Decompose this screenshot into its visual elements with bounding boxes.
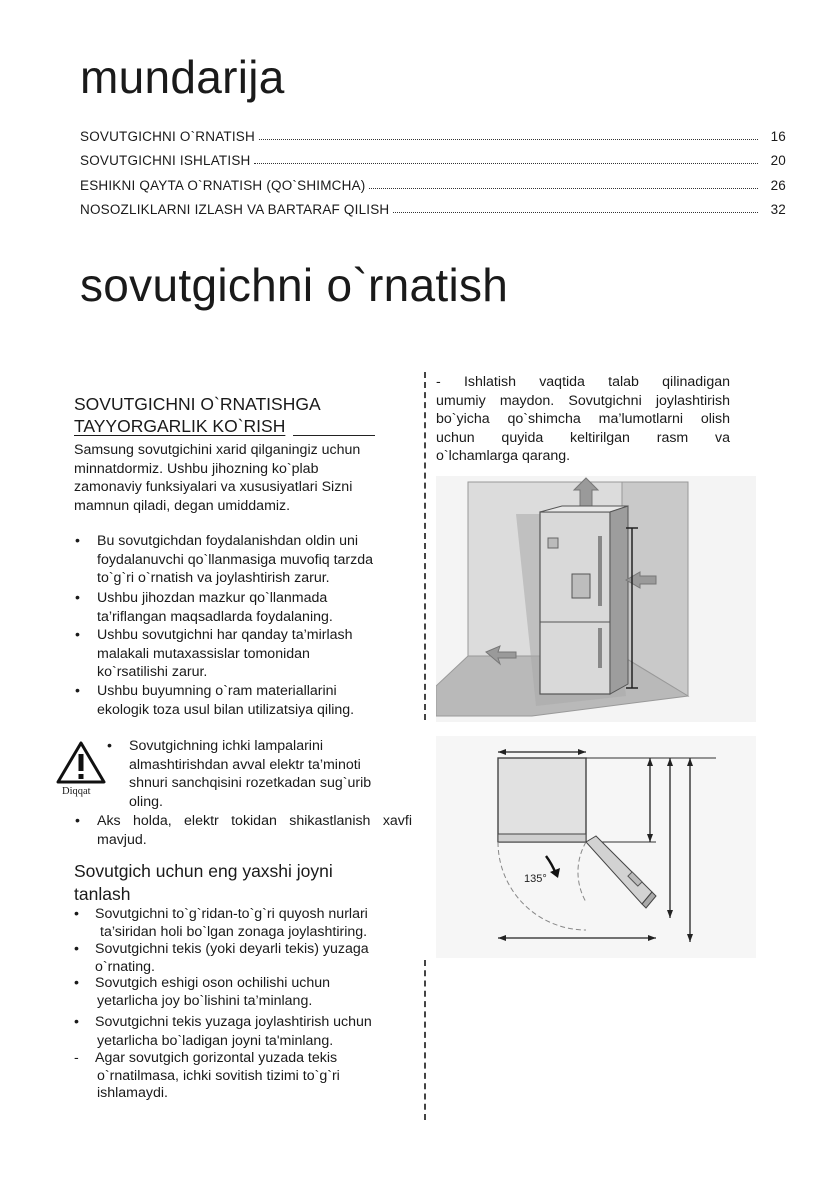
bullet-icon: • <box>75 683 80 699</box>
list-item <box>74 1050 340 1103</box>
list-item <box>75 626 353 682</box>
place-heading <box>74 860 333 906</box>
prep-heading <box>74 393 375 437</box>
text-line: - Ishlatish vaqtida talab qilinadigan <box>436 374 730 390</box>
text-line: oling. <box>129 793 163 810</box>
text-line: Ushbu sovutgichni har qanday ta’mirlash <box>97 627 353 643</box>
warning-item <box>75 812 412 849</box>
fridge-placement-illustration <box>436 476 756 722</box>
text-line: yetarlicha bo`ladigan joyni ta'minlang. <box>97 1032 334 1049</box>
toc-leader <box>369 188 758 189</box>
angle-label: 135° <box>524 873 547 885</box>
list-item <box>75 682 355 719</box>
toc-entry[interactable] <box>80 124 786 144</box>
text-line: o`rnatilmasa, ichki sovitish tizimi to`g`ri <box>97 1067 340 1084</box>
text-line: Sovutgichni tekis (yoki deyarli tekis) yuzaga <box>95 941 369 957</box>
heading-line: Sovutgich uchun eng yaxshi joyni <box>74 861 333 881</box>
text-line: Ushbu buyumning o`ram materiallarini <box>97 683 337 699</box>
text-line: ta’riflangan maqsadlarda foydalaning. <box>97 608 333 625</box>
bullet-icon: • <box>75 533 80 549</box>
column-divider <box>424 372 426 720</box>
heading-rule <box>293 435 375 436</box>
text-line: shnuri sanchqisini rozetkadan sug`urib <box>129 775 372 792</box>
bullet-icon: • <box>75 813 80 829</box>
toc-entry-page: 20 <box>770 153 786 168</box>
space-paragraph <box>436 373 730 466</box>
list-item <box>74 975 331 1010</box>
text-line: o`lchamlarga qarang. <box>436 448 571 465</box>
list-item <box>74 1013 372 1050</box>
warning-item <box>107 737 372 811</box>
text-line: Ushbu jihozdan mazkur qo`llanmada <box>97 590 328 606</box>
bullet-icon: • <box>107 738 112 754</box>
text-line: foydalanuvchi qo`llanmasiga muvofiq tarzda <box>97 551 374 568</box>
text-line: mavjud. <box>97 831 147 848</box>
text-line: Samsung sovutgichini xarid qilganingiz uchun <box>74 442 361 458</box>
text-line: umumiy maydon. Sovutgichni joylashtirish <box>436 392 730 409</box>
toc-entry[interactable] <box>80 173 786 193</box>
prep-heading-line: TAYYORGARLIK KO`RISH <box>74 416 286 436</box>
text-line: ekologik toza usul bilan utilizatsiya qiling. <box>97 701 355 718</box>
toc-entry-label: NOSOZLIKLARNI IZLASH VA BARTARAF QILISH <box>80 202 390 217</box>
text-line: Aks holda, elektr tokidan shikastlanish xavfi <box>97 813 412 829</box>
toc-entry-page: 26 <box>770 178 786 193</box>
bullet-icon: • <box>75 590 80 606</box>
toc-entry-page: 16 <box>770 129 786 144</box>
text-line: mamnun qiladi, degan umiddamiz. <box>74 497 291 514</box>
toc-entry-label: SOVUTGICHNI ISHLATISH <box>80 153 251 168</box>
text-line: to`g`ri o`rnatish va joylashtirish zarur. <box>97 570 330 587</box>
text-line: yetarlicha joy bo`lishini ta’minlang. <box>97 992 313 1009</box>
toc-leader <box>259 139 758 140</box>
toc-entry[interactable] <box>80 197 786 217</box>
bullet-icon: • <box>74 1014 79 1030</box>
toc-entry[interactable] <box>80 148 786 168</box>
toc-title: mundarija <box>80 51 285 103</box>
list-item <box>74 906 368 941</box>
toc-entry-label: SOVUTGICHNI O`RNATISH <box>80 129 255 144</box>
list-item <box>74 941 369 976</box>
toc-leader <box>393 212 758 213</box>
warning-icon <box>55 740 107 786</box>
text-line: ishlamaydi. <box>97 1085 168 1101</box>
text-line: uchun quyida keltirilgan rasm va <box>436 429 730 446</box>
toc-leader <box>254 163 758 164</box>
text-line: ta’siridan holi bo`lgan zonaga joylashtiring. <box>100 923 368 940</box>
list-item <box>75 532 374 588</box>
text-line: bo`yicha qo`shimcha ma’lumotlarni olish <box>436 411 730 428</box>
text-line: Agar sovutgich gorizontal yuzada tekis <box>95 1050 338 1066</box>
text-line: minnatdormiz. Ushbu jihozning ko`plab <box>74 460 319 477</box>
toc-entry-label: ESHIKNI QAYTA O`RNATISH (QO`SHIMCHA) <box>80 178 366 193</box>
text-line: zamonaviy funksiyalari va xususiyatlari Sizni <box>74 479 353 496</box>
column-divider <box>424 960 426 1120</box>
bullet-icon: • <box>74 975 79 991</box>
warning-label: Diqqat <box>62 786 91 797</box>
text-line: Bu sovutgichdan foydalanishdan oldin uni <box>97 533 359 549</box>
dash-icon: - <box>74 1050 79 1066</box>
bullet-icon: • <box>74 906 79 922</box>
intro-paragraph <box>74 441 360 515</box>
toc-entry-page: 32 <box>770 202 786 217</box>
text-line: ko`rsatilishi zarur. <box>97 664 208 681</box>
heading-line: tanlash <box>74 884 131 904</box>
text-line: malakali mutaxassislar tomonidan <box>97 645 310 662</box>
text-line: Sovutgichni to`g`ridan-to`g`ri quyosh nurlari <box>95 906 368 922</box>
text-line: almashtirishdan avval elektr ta’minoti <box>129 756 361 773</box>
door-clearance-diagram <box>436 736 756 958</box>
prep-heading-line: SOVUTGICHNI O`RNATISHGA <box>74 394 321 414</box>
text-line: Sovutgich eshigi oson ochilishi uchun <box>95 975 331 991</box>
bullet-icon: • <box>75 627 80 643</box>
list-item <box>75 589 333 626</box>
section-title: sovutgichni o`rnatish <box>80 259 509 311</box>
text-line: Sovutgichning ichki lampalarini <box>129 738 323 754</box>
text-line: o`rnating. <box>95 958 155 975</box>
text-line: Sovutgichni tekis yuzaga joylashtirish uchun <box>95 1014 372 1030</box>
bullet-icon: • <box>74 941 79 957</box>
